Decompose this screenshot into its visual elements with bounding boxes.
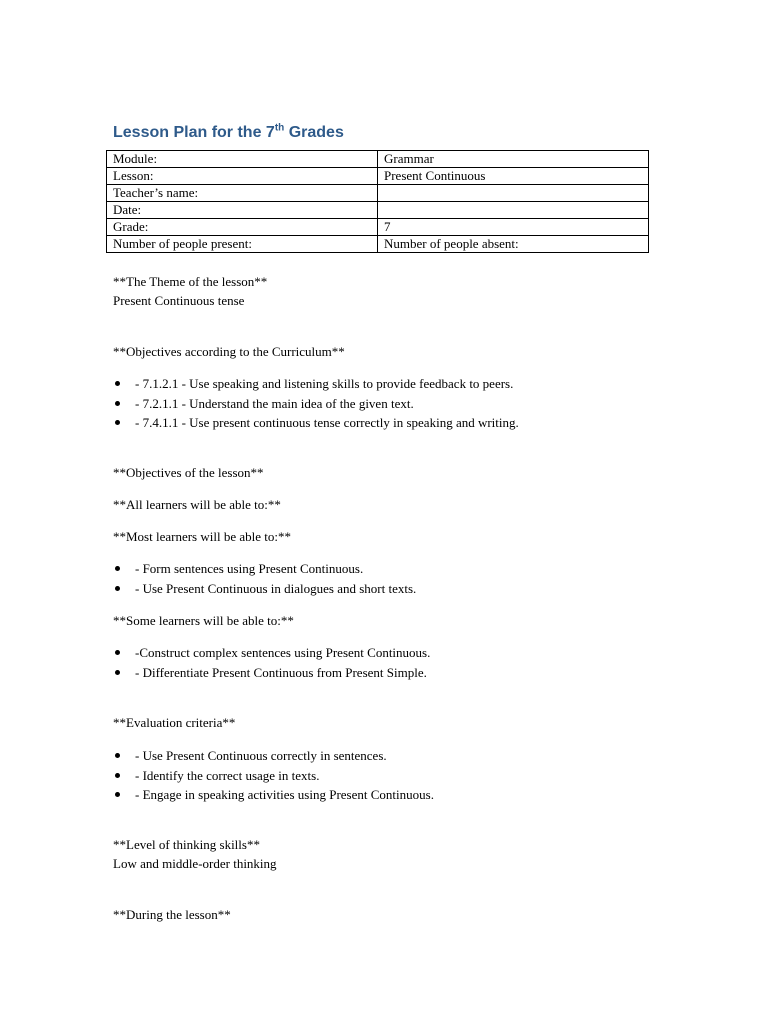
curriculum-list: [113, 374, 519, 433]
bullet-icon: [115, 401, 120, 406]
list-item: [113, 413, 519, 433]
bullet-icon: [115, 650, 120, 655]
bullet-icon: [115, 670, 120, 675]
title-text: Lesson Plan for the 7: [113, 124, 275, 141]
table-row: [107, 236, 649, 253]
theme-heading: **The Theme of the lesson**: [113, 274, 268, 289]
list-item: [113, 394, 519, 414]
table-row: [107, 202, 649, 219]
title-tail: Grades: [284, 124, 344, 141]
curriculum-heading: **Objectives according to the Curriculum**: [113, 344, 345, 359]
lesson-info-table: [106, 150, 649, 253]
bullet-icon: [115, 753, 120, 758]
table-cell: Number of people present:: [107, 236, 378, 253]
bullet-icon: [115, 420, 120, 425]
bullet-icon: [115, 792, 120, 797]
theme-text: Present Continuous tense: [113, 293, 245, 308]
list-item-text: - Form sentences using Present Continuous.: [135, 561, 364, 576]
list-item: [113, 766, 434, 786]
some-learners-heading: **Some learners will be able to:**: [113, 613, 294, 628]
list-item: [113, 746, 434, 766]
list-item-text: - Differentiate Present Continuous from Present Simple.: [135, 664, 427, 680]
list-item: [113, 559, 416, 579]
table-cell: Number of people absent:: [378, 236, 649, 253]
table-cell: 7: [378, 219, 649, 236]
list-item-text: - Engage in speaking activities using Present Continuous.: [135, 787, 434, 802]
list-item-text: - 7.1.2.1 - Use speaking and listening skills to provide feedback to peers.: [135, 376, 514, 391]
document-title: [113, 124, 344, 142]
list-item: [113, 374, 519, 394]
most-learners-list: [113, 559, 416, 598]
most-learners-heading: **Most learners will be able to:**: [113, 529, 291, 544]
list-item: [113, 643, 430, 663]
list-item: [113, 579, 416, 599]
thinking-text: Low and middle-order thinking: [113, 856, 277, 871]
list-item-text: - Use Present Continuous in dialogues and short texts.: [135, 580, 417, 596]
during-lesson-heading: **During the lesson**: [113, 907, 231, 922]
list-item-text: - Identify the correct usage in texts.: [135, 767, 320, 783]
table-row: [107, 151, 649, 168]
list-item-text: - 7.4.1.1 - Use present continuous tense correctly in speaking and writing.: [135, 415, 519, 430]
list-item: [113, 663, 430, 683]
list-item-text: -Construct complex sentences using Present Continuous.: [135, 645, 431, 660]
table-cell: Date:: [107, 202, 378, 219]
lesson-objectives-heading: **Objectives of the lesson**: [113, 465, 264, 480]
table-row: [107, 185, 649, 202]
table-row: [107, 168, 649, 185]
bullet-icon: [115, 381, 120, 386]
table-cell: Lesson:: [107, 168, 378, 185]
list-item-text: - 7.2.1.1 - Understand the main idea of the given text.: [135, 395, 414, 411]
some-learners-list: [113, 643, 430, 682]
evaluation-heading: **Evaluation criteria**: [113, 715, 236, 730]
table-cell: Module:: [107, 151, 378, 168]
table-cell: Grammar: [378, 151, 649, 168]
evaluation-list: [113, 746, 434, 805]
table-cell: [378, 185, 649, 202]
table-cell: [378, 202, 649, 219]
table-row: [107, 219, 649, 236]
table-cell: Present Continuous: [378, 168, 649, 185]
bullet-icon: [115, 566, 120, 571]
thinking-heading: **Level of thinking skills**: [113, 837, 260, 852]
table-cell: Teacher’s name:: [107, 185, 378, 202]
table-cell: Grade:: [107, 219, 378, 236]
title-superscript: th: [274, 122, 285, 134]
list-item-text: - Use Present Continuous correctly in sentences.: [135, 748, 387, 763]
bullet-icon: [115, 586, 120, 591]
all-learners-heading: **All learners will be able to:**: [113, 497, 281, 512]
list-item: [113, 785, 434, 805]
bullet-icon: [115, 773, 120, 778]
